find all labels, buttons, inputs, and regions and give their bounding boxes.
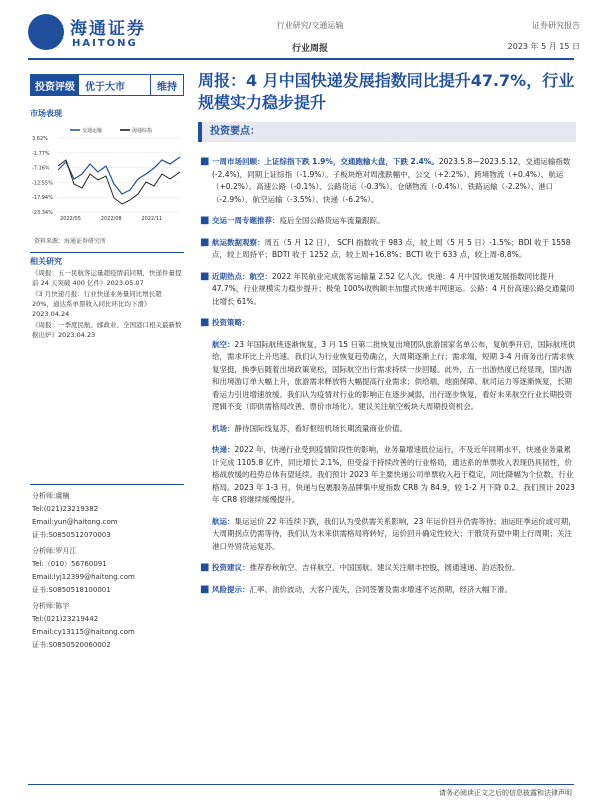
y-tick-label: 3.62% xyxy=(32,136,48,142)
analyst-tel: Tel:(021)23219382 xyxy=(32,505,99,513)
y-tick-label: -17.94% xyxy=(32,195,53,202)
bullet-icon: ■ xyxy=(200,562,210,573)
section-hotspots: ■ 近期热点：航空：2022 年民航业完成旅客运输量 2.52 亿人次。快递：4 月中国快递发展指数同比提升 47.7%，行业规模实力稳步提升；极兔 100%收购顺丰加盟式快递丰网速运。公路：4 月份高速公路交通量同比增长 61%。 xyxy=(200,270,575,306)
strategy-express: 快递：2022 年，快递行业受到疫情阶段性的影响，业务量增速低位运行，不及近年同期水平，快递业务量累计完成 1105.8 亿件，同比增长 2.1%，但受益于持续改善的行业格局，通达系的单票收入表现仍具韧性，价格战放缓的趋势总体有望延续。我们预计 2023 年主要快递公司单票收入趋于稳定，同比降幅为个位数，行业格局。2023 年 1-3 月，快递与包裹服务品牌集中度指数 CR8 为 84.9，较 1-2 月下降 0.2。我们预计 2023 年 CR8 将继续缓慢提升。 xyxy=(212,445,575,504)
legend-label: 海通综指 xyxy=(132,128,153,134)
strategy-aviation: 航空：23 年国际航班逐渐恢复，3 月 15 日第二批恢复出境团队旅游国家名单公布，复航季开启，国际航班供给，需求环比上升迅速。我们认为行业恢复趋势确立，大周期逐渐上行；需求端，短期 3-4 月商务出行需求恢复坚挺，换季后随着出境政策宽松，国际航空出行需求持续一步回暖。此外，五一出游热度已经显现，国内游和出境游订单大幅上升，旅游需求释放将大幅提高行业需求；供给端，地面保障、航司运力等逐渐恢复，长期看运力引进增速放缓。我们认为疫情对行业的影响正在逐步减弱，出行逐步恢复，看好未来航空行业长期投资逻辑不变（即供需格局改善、票价市场化）。建议关注航空板块大周期投资机会。 xyxy=(212,339,576,411)
report-kind: 证券研究报告 xyxy=(532,21,580,30)
footer-divider xyxy=(28,784,574,785)
report-type: 行业周报 xyxy=(291,44,328,54)
strategy-shipping: 航运：集运运价 22 年连续下跌，我们认为受供需关系影响，23 年运价回升仍需等待；油运旺季运价或可期，大周期拐点仍需等待，我们认为未来供需格局将转好，运价回升确定性较大；干散货有望中期上行周期；关注港口外贸货运复苏。 xyxy=(212,516,576,551)
logo-cn: 海通证券 xyxy=(70,19,146,39)
y-tick-label: -23.34% xyxy=(32,210,53,216)
rating-label: 投资评级 xyxy=(31,75,79,95)
analyst xyxy=(32,600,184,652)
y-tick-label: -12.55% xyxy=(32,180,53,187)
analyst-cert: 证书:S0850520060002 xyxy=(32,641,111,649)
analyst xyxy=(32,490,184,542)
bullet-icon: ■ xyxy=(200,236,210,248)
report-date: 2023 年 5 月 15 日 xyxy=(507,42,580,51)
rating-box xyxy=(30,74,184,96)
section-topic: ■ 交运一周专题推荐：疫后全国公路货运车流量跟踪。 xyxy=(200,215,385,226)
x-tick-label: 2022/11 xyxy=(141,216,163,222)
analyst-name: 分析师:虞楠 xyxy=(32,492,70,500)
key-points-heading: 投资要点： xyxy=(198,122,576,142)
bullet-icon: ■ xyxy=(200,215,210,226)
bullet-icon: ■ xyxy=(200,156,210,167)
related-item[interactable]: 《周报：五一民航客运量超疫情前同期，快递件量提前 24 天突破 400 亿件》2023.05.07 xyxy=(32,269,182,287)
analyst xyxy=(32,545,184,597)
market-chart xyxy=(30,124,184,224)
rating-value: 优于大市 xyxy=(85,81,125,93)
related-list xyxy=(32,268,184,341)
logo-en: HAITONG xyxy=(72,38,138,49)
section-risk: ■ 风险提示：汇率、油价波动，大客户流失，合同签署及需求增速不达预期，经济大幅下滑。 xyxy=(200,583,512,595)
chart-source: 资料来源：海通证券研究所 xyxy=(34,238,107,245)
report-category: 行业研究/交通运输 xyxy=(276,21,344,30)
footer-disclaimer: 请务必阅读正文之后的信息披露和法律声明 xyxy=(439,789,572,797)
y-tick-label: -1.77% xyxy=(32,150,50,157)
analyst-name: 分析师:罗月江 xyxy=(32,547,77,555)
y-tick-label: -7.16% xyxy=(32,165,50,172)
analyst-tel: Tel:(021)23219442 xyxy=(32,615,99,623)
legend-label: 交通运输 xyxy=(82,128,103,134)
section-market-review: ■ 一周市场回顾：上证综指下跌 1.9%，交通跑输大盘，下跌 2.4%。2023.5.8—2023.5.12，交通运输指数(-2.4%)，同期上证综指（-1.9%）。子板块绝对周涨跌幅中，公交（+2.2%）、跨境物流（+0.4%）、航运（+0.2%）、高速公路（-0.1%）、公路货运（-0.3%）、仓储物流（-0.4%）、铁路运输（-2.2%）、港口（-2.9%）、航空运输（-3.5%）、快递（-6.2%）。 xyxy=(200,156,571,204)
bullet-icon: ■ xyxy=(200,317,210,328)
bullet-icon: ■ xyxy=(200,270,210,282)
analyst-list xyxy=(32,490,184,655)
rating-status: 维持 xyxy=(150,75,183,95)
related-heading: 相关研究 xyxy=(30,257,62,266)
bullet-icon: ■ xyxy=(200,583,210,595)
side-divider xyxy=(30,252,184,253)
report-body xyxy=(198,156,576,605)
logo-icon xyxy=(28,14,64,50)
section-recommendation: ■ 投资建议：推荐春秋航空、吉祥航空、中国国航。建议关注顺丰控股、圆通速递、韵达股份。 xyxy=(200,562,520,573)
section-strategy: ■ 投资策略： xyxy=(200,317,250,328)
x-tick-label: 2022/05 xyxy=(60,216,81,222)
side-divider xyxy=(30,484,184,485)
page-title: 周报：4 月中国快递发展指数同比提升47.7%，行业规模实力稳步提升 xyxy=(198,71,575,112)
related-item[interactable]: 《周报：一季度民航、邮政业、全国港口相关最新数据出炉》2023.04.23 xyxy=(32,321,182,339)
market-heading: 市场表现 xyxy=(30,109,62,118)
analyst-cert: 证书:S0850518100001 xyxy=(32,586,111,594)
analyst-email[interactable]: Email:cy13115@haitong.com xyxy=(32,628,135,636)
analyst-tel: Tel:（010）56760091 xyxy=(32,560,107,568)
analyst-email[interactable]: Email:yun@haitong.com xyxy=(32,518,118,526)
section-shipping: ■ 航运数据观察：周五（5 月 12 日）， SCFI 指数收于 983 点，较上周（5 月 5 日）-1.5%；BDI 收于 1558 点，较上周持平；BDTI 收于 1252 点，较上周+16.8%；BCTI 收于 633 点，较上周-8.8%。 xyxy=(200,236,571,259)
header-divider xyxy=(28,58,574,60)
analyst-cert: 证书:S0850512070003 xyxy=(32,531,111,539)
analyst-name: 分析师:陈宇 xyxy=(32,602,70,610)
company-logo xyxy=(28,10,153,54)
analyst-email[interactable]: Email:lyj12399@haitong.com xyxy=(32,573,135,581)
x-tick-label: 2022/08 xyxy=(100,216,122,222)
series-line-transport xyxy=(58,157,180,194)
strategy-airport: 机场：静待国际线复苏，看好枢纽机场长期流量商业价值。 xyxy=(212,423,407,433)
related-item[interactable]: 《3 月快递月报：行业快递业务量同比增长超 20%，通达系单票收入同比环比均下滑》2023.04.24 xyxy=(32,290,162,318)
